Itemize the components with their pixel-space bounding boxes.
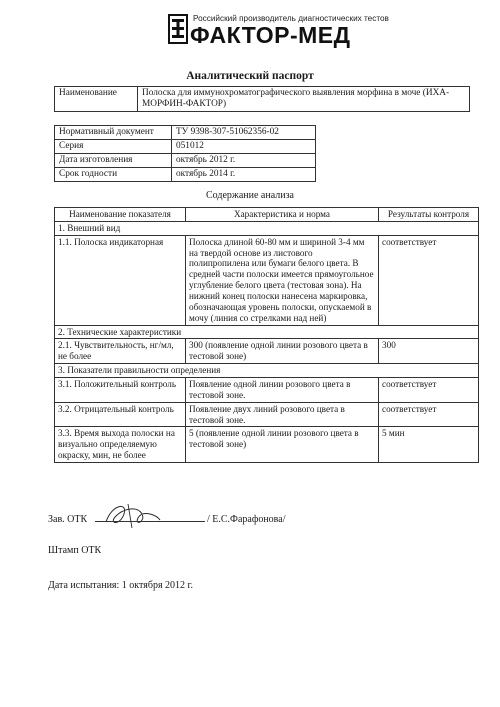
indicator-norm: 300 (появление одной линии розового цвета в тестовой зоне) [186,339,379,364]
indicator-norm: Появление одной линии розового цвета в тестовой зоне. [186,378,379,403]
analysis-header-row [55,208,479,222]
head-otk-name: / Е.С.Фарафонова/ [207,514,286,525]
section-accuracy: 3. Показатели правильности определения [55,364,479,378]
analysis-title: Содержание анализа [206,190,294,201]
indicator-norm: Появление двух линий розового цвета в тестовой зоне. [186,402,379,427]
section-technical: 2. Технические характеристики [55,325,479,339]
table-row [55,235,479,325]
factor-med-logo-icon [168,14,188,44]
naming-label: Наименование [55,87,138,112]
signature-line [95,520,205,522]
header-result: Результаты контроля [379,208,479,222]
details-value: октябрь 2012 г. [172,153,316,167]
indicator-result: 300 [379,339,479,364]
naming-value: Полоска для иммунохроматографического выявления морфина в моче (ИХА-МОРФИН-ФАКТОР) [138,87,470,112]
details-label: Срок годности [55,167,172,181]
brand-tagline: Российский производитель диагностических тестов [193,14,389,23]
details-value: 051012 [172,139,316,153]
details-label: Нормативный документ [55,126,172,140]
details-value: октябрь 2014 г. [172,167,316,181]
details-label: Дата изготовления [55,153,172,167]
header-norm: Характеристика и норма [186,208,379,222]
details-row [55,126,316,140]
indicator-result: соответствует [379,235,479,325]
table-row [55,402,479,427]
indicator-result: соответствует [379,402,479,427]
brand-name: ФАКТОР-МЕД [190,22,351,48]
naming-table [54,86,470,112]
header-indicator: Наименование показателя [55,208,186,222]
indicator-name: 3.3. Время выхода полоски на визуально определяемую окраску, мин, не более [55,427,186,463]
test-date: Дата испытания: 1 октября 2012 г. [48,580,194,591]
indicator-name: 3.1. Положительный контроль [55,378,186,403]
details-row [55,153,316,167]
table-row [55,427,479,463]
details-value: ТУ 9398-307-51062356-02 [172,126,316,140]
table-row [55,378,479,403]
handwritten-signature [98,500,178,530]
head-otk-label: Зав. ОТК [48,514,88,525]
indicator-result: соответствует [379,378,479,403]
details-table [54,125,316,182]
indicator-result: 5 мин [379,427,479,463]
details-label: Серия [55,139,172,153]
indicator-name: 2.1. Чувствительность, нг/мл, не более [55,339,186,364]
document-title: Аналитический паспорт [186,70,314,82]
indicator-norm: Полоска длиной 60-80 мм и шириной 3-4 мм на твердой основе из листового полипропилена или бумаги белого цвета. В средней части полоски имеется прямоугольное углубление белого цвета (тестовая зона). На нижний конец полоски нанесена маркировка, обозначающая уровень полоски, опускаемой в мочу (линия со стрелками над ней) [186,235,379,325]
details-row [55,167,316,181]
details-row [55,139,316,153]
indicator-name: 1.1. Полоска индикаторная [55,235,186,325]
table-row [55,339,479,364]
analysis-table [54,207,479,463]
stamp-label: Штамп ОТК [48,545,102,556]
indicator-name: 3.2. Отрицательный контроль [55,402,186,427]
section-appearance: 1. Внешний вид [55,221,479,235]
indicator-norm: 5 (появление одной линии розового цвета в тестовой зоне) [186,427,379,463]
